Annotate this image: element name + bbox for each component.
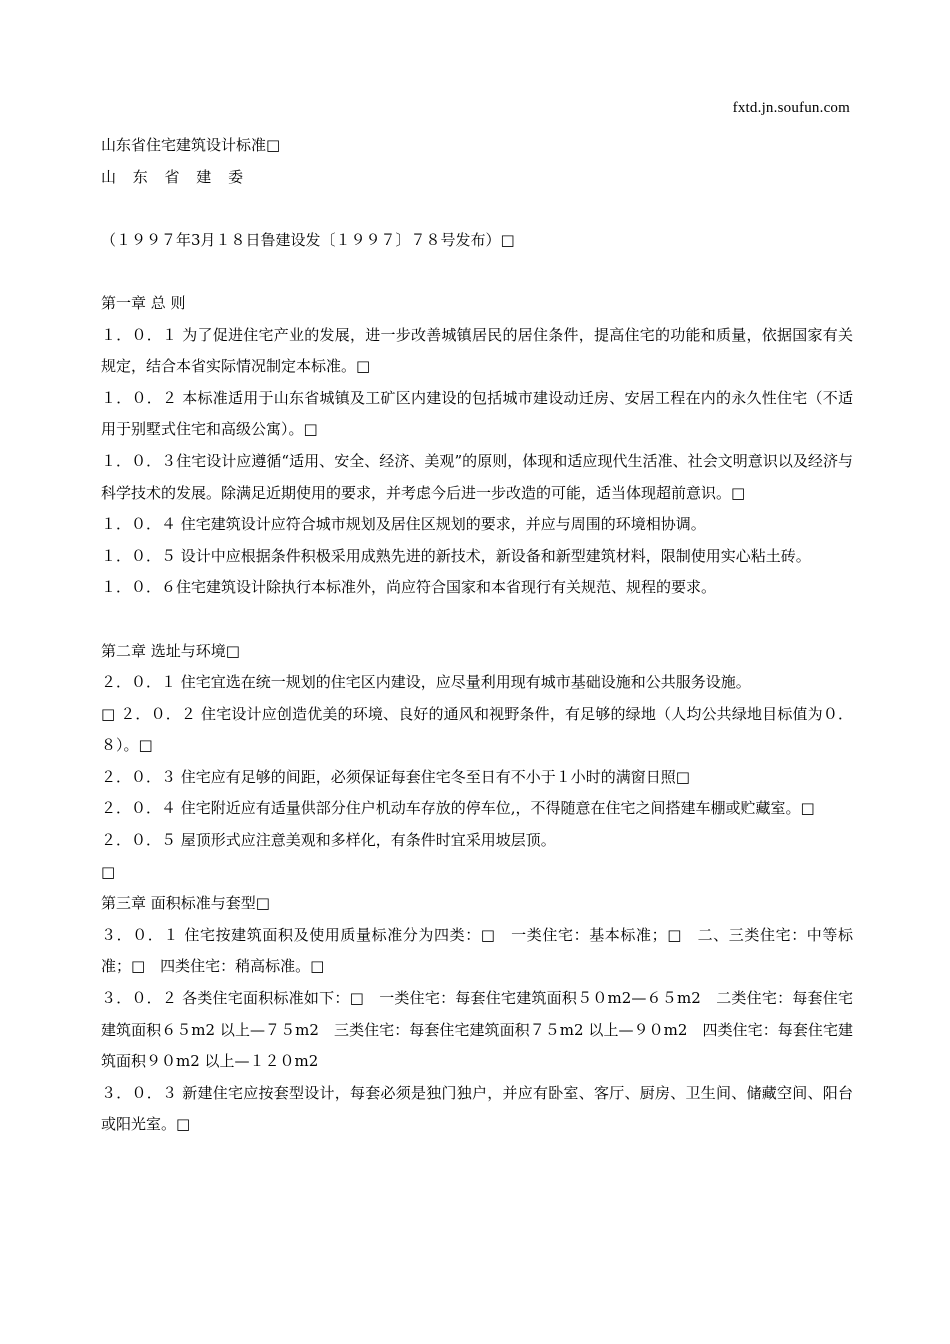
clause: □ ２．０．２ 住宅设计应创造优美的环境、良好的通风和视野条件，有足够的绿地（人均公共绿地目标值为０．８）。□ (101, 704, 853, 755)
clause: １．０．１ 为了促进住宅产业的发展，进一步改善城镇居民的居住条件，提高住宅的功能和质量，依据国家有关规定，结合本省实际情况制定本标准。□ (101, 325, 853, 376)
blank-line (101, 604, 853, 636)
blank-line (101, 193, 853, 225)
clause: ３．０．２ 各类住宅面积标准如下：□ 一类住宅：每套住宅建筑面积５０m2—６５m2 二类住宅：每套住宅建筑面积６５m2 以上—７５m2 三类住宅：每套住宅建筑面积７５m2 以上—９０m2 四类住宅：每套住宅建筑面积９０m2 以上—１２０m2 (101, 989, 853, 1071)
chapter-heading: 第三章 面积标准与套型□ (101, 894, 270, 913)
issuer: 山 东 省 建 委 (101, 167, 250, 186)
header-url: fxtd.jn.soufun.com (732, 100, 850, 116)
clause: １．０．６住宅建筑设计除执行本标准外，尚应符合国家和本省现行有关规范、规程的要求。 (101, 578, 717, 597)
clause: □ (101, 862, 116, 881)
clause: １．０．２ 本标准适用于山东省城镇及工矿区内建设的包括城市建设动迁房、安居工程在内的永久性住宅（不适用于别墅式住宅和高级公寓）。□ (101, 388, 853, 439)
clause: ３．０．１ 住宅按建筑面积及使用质量标准分为四类：□ 一类住宅：基本标准；□ 二、三类住宅：中等标准；□ 四类住宅：稍高标准。□ (101, 925, 853, 976)
clause: ２．０．３ 住宅应有足够的间距，必须保证每套住宅冬至日有不小于１小时的满窗日照□ (101, 767, 690, 786)
document-title: 山东省住宅建筑设计标准□ (101, 136, 281, 154)
chapter-heading: 第一章 总 则 (101, 293, 186, 312)
clause: １．０．３住宅设计应遵循“适用、安全、经济、美观”的原则，体现和适应现代生活准、社会文明意识以及经济与科学技术的发展。除满足近期使用的要求，并考虑今后进一步改造的可能，适当体现超前意识。□ (101, 451, 853, 502)
issue-info: （１９９７年3月１８日鲁建设发〔１９９７〕７８号发布）□ (101, 230, 515, 249)
chapter-heading: 第二章 选址与环境□ (101, 641, 240, 660)
clause: １．０．５ 设计中应根据条件积极采用成熟先进的新技术，新设备和新型建筑材料，限制使用实心粘土砖。 (101, 546, 811, 565)
clause: ３．０．３ 新建住宅应按套型设计，每套必须是独门独户，并应有卧室、客厅、厨房、卫生间、储藏空间、阳台或阳光室。□ (101, 1083, 853, 1134)
clause: ２．０．５ 屋顶形式应注意美观和多样化，有条件时宜采用坡层顶。 (101, 831, 556, 850)
clause: １．０．４ 住宅建筑设计应符合城市规划及居住区规划的要求，并应与周围的环境相协调。 (101, 515, 706, 534)
clause: ２．０．４ 住宅附近应有适量供部分住户机动车存放的停车位,，不得随意在住宅之间搭建车棚或贮藏室。□ (101, 799, 815, 818)
blank-line (101, 256, 853, 288)
document-body (101, 130, 853, 1141)
clause: ２．０．１ 住宅宜选在统一规划的住宅区内建设，应尽量利用现有城市基础设施和公共服务设施。 (101, 673, 751, 692)
